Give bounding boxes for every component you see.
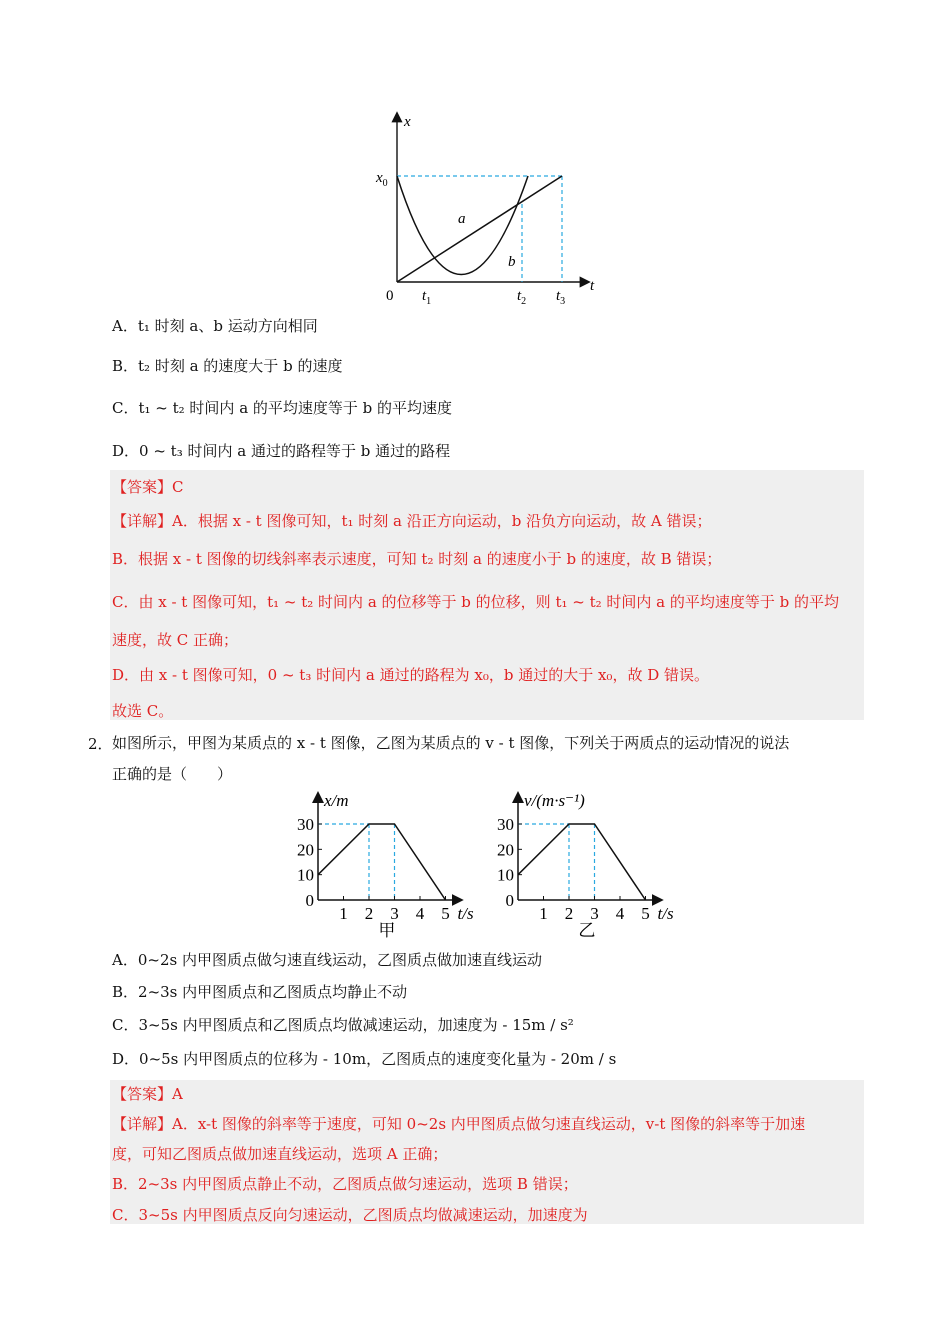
chart-title: 甲 xyxy=(378,921,396,940)
x-tick-label-1: 1 xyxy=(539,904,548,923)
q1-option-d: D．0 ~ t₃ 时间内 a 通过的路程等于 b 通过的路程 xyxy=(112,442,451,460)
q1-explain-c: C．由 x - t 图像可知，t₁ ~ t₂ 时间内 a 的位移等于 b 的位移，则 t₁ ~ t₂ 时间内 a 的平均速度等于 b 的平均 xyxy=(112,593,840,611)
y-axis-label: v/(m·s⁻¹) xyxy=(524,791,585,810)
y-tick-label-10: 10 xyxy=(297,865,314,885)
x-tick-label-2: 2 xyxy=(564,904,574,923)
q1-option-b: B．t₂ 时刻 a 的速度大于 b 的速度 xyxy=(112,357,343,375)
x-tick-label-5: 5 xyxy=(441,904,450,923)
x-tick-label-5: 5 xyxy=(641,904,650,923)
figure-1-xt-graph xyxy=(370,108,610,308)
x-axis-label: t/s xyxy=(657,904,674,923)
origin-label: 0 xyxy=(305,891,314,910)
x0-label: $x_0$ xyxy=(376,170,388,189)
x-tick-label-3: 3 xyxy=(590,904,599,923)
q1-option-c: C．t₁ ~ t₂ 时间内 a 的平均速度等于 b 的平均速度 xyxy=(112,399,453,417)
q2-number: 2． xyxy=(88,735,113,753)
q1-conclusion: 故选 C。 xyxy=(112,702,174,720)
q2-option-c: C．3~5s 内甲图质点和乙图质点均做减速运动，加速度为 - 15m / s² xyxy=(112,1016,574,1034)
x-axis-label: x xyxy=(404,114,411,130)
q1-explain-a: 【详解】A．根据 x - t 图像可知，t₁ 时刻 a 沿正方向运动，b 沿负方向运动，故 A 错误； xyxy=(112,512,712,530)
t3-label: $t_3$ xyxy=(556,288,566,307)
y-tick-label-20: 20 xyxy=(497,840,514,860)
q2-option-d: D．0~5s 内甲图质点的位移为 - 10m，乙图质点的速度变化量为 - 20m / s xyxy=(112,1050,617,1068)
series-line xyxy=(518,824,646,900)
q2-stem-line2: 正确的是（ ） xyxy=(112,765,233,783)
curve-b-label: b xyxy=(508,254,516,270)
chart-jia-xt xyxy=(286,786,486,942)
q2-explain-c: C．3~5s 内甲图质点反向匀速运动，乙图质点均做减速运动，加速度为 xyxy=(112,1206,588,1224)
q1-answer: 【答案】C xyxy=(112,478,184,496)
q2-option-b: B．2~3s 内甲图质点和乙图质点均静止不动 xyxy=(112,983,408,1001)
y-axis-label: x/m xyxy=(324,791,349,810)
x-tick-label-2: 2 xyxy=(364,904,374,923)
curve-a-label: a xyxy=(458,211,466,227)
x-tick-label-4: 4 xyxy=(615,904,625,923)
series-line xyxy=(318,824,446,900)
q2-explain-b: B．2~3s 内甲图质点静止不动，乙图质点做匀速运动，选项 B 错误； xyxy=(112,1175,578,1193)
x-tick-label-1: 1 xyxy=(339,904,348,923)
chart-yi-vt xyxy=(486,786,696,942)
x-tick-label-3: 3 xyxy=(390,904,399,923)
q2-answer: 【答案】A xyxy=(112,1085,183,1103)
y-tick-label-30: 30 xyxy=(297,815,314,834)
q1-option-a: A．t₁ 时刻 a、b 运动方向相同 xyxy=(112,317,318,335)
t-axis-label: t xyxy=(590,278,595,294)
y-tick-label-20: 20 xyxy=(297,840,314,860)
t2-label: $t_2$ xyxy=(517,288,527,307)
x-axis-label: t/s xyxy=(457,904,474,923)
y-tick-label-10: 10 xyxy=(497,865,514,885)
y-tick-label-30: 30 xyxy=(497,815,514,834)
t1-label: $t_1$ xyxy=(422,288,432,307)
x-tick-label-4: 4 xyxy=(415,904,425,923)
q1-explain-d: D．由 x - t 图像可知，0 ~ t₃ 时间内 a 通过的路程为 x₀，b 通过的大于 x₀，故 D 错误。 xyxy=(112,666,710,684)
q1-explain-c-cont: 速度，故 C 正确； xyxy=(112,631,239,649)
q2-explain-a: 【详解】A．x-t 图像的斜率等于速度，可知 0~2s 内甲图质点做匀速直线运动，v-t 图像的斜率等于加速 xyxy=(112,1115,806,1133)
q2-option-a: A．0~2s 内甲图质点做匀速直线运动，乙图质点做加速直线运动 xyxy=(112,951,542,969)
chart-title: 乙 xyxy=(578,921,596,940)
origin-label: 0 xyxy=(386,288,394,304)
q1-explain-b: B．根据 x - t 图像的切线斜率表示速度，可知 t₂ 时刻 a 的速度小于 b 的速度，故 B 错误； xyxy=(112,550,722,568)
q2-explain-a-cont: 度，可知乙图质点做加速直线运动，选项 A 正确； xyxy=(112,1145,448,1163)
origin-label: 0 xyxy=(505,891,514,910)
q2-stem-line1: 如图所示，甲图为某质点的 x - t 图像，乙图为某质点的 v - t 图像，下列关于两质点的运动情况的说法 xyxy=(112,734,790,752)
